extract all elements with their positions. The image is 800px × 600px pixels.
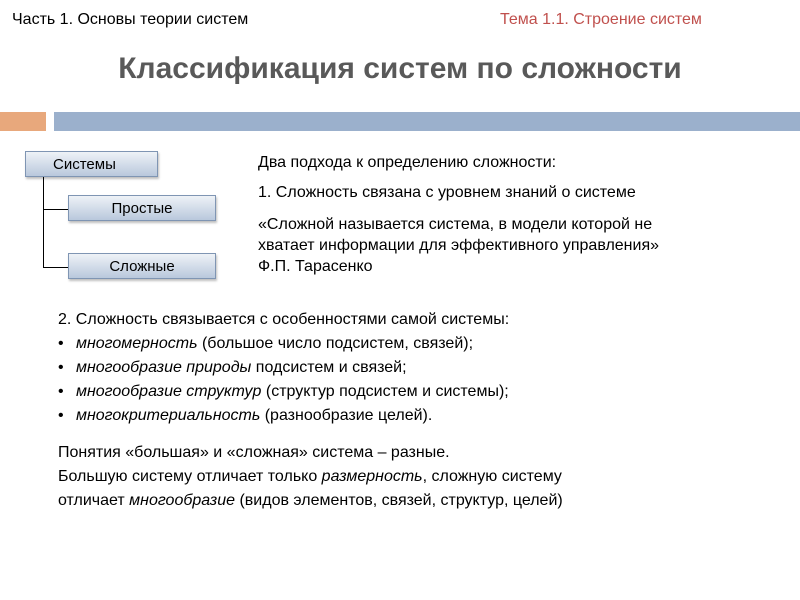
- topic-label: Тема 1.1. Строение систем: [500, 11, 702, 28]
- approach-first: 1. Сложность связана с уровнем знаний о системе: [258, 184, 636, 201]
- connector-vertical: [43, 177, 44, 267]
- section-label: Часть 1. Основы теории систем: [12, 11, 249, 28]
- connector-complex: [43, 267, 68, 268]
- accent-bar-blue: [54, 112, 800, 131]
- approach-second: [58, 308, 758, 428]
- approach-second-heading: 2. Сложность связывается с особенностями самой системы:: [58, 311, 510, 328]
- accent-bar-orange: [0, 112, 46, 131]
- approaches-intro: Два подхода к определению сложности:: [258, 154, 557, 171]
- conclusion: Понятия «большая» и «сложная» система – разные. Большую систему отличает только размерность, сложную систему отличает многообразие (видов элементов, связей, структур, целей): [58, 444, 563, 509]
- node-complex: Сложные: [68, 253, 216, 279]
- list-item: • многокритериальность (разнообразие целей).: [58, 407, 433, 424]
- list-item: • многомерность (большое число подсистем, связей);: [58, 335, 474, 352]
- tarasenko-quote: «Сложной называется система, в модели которой не хватает информации для эффективного управления» Ф.П. Тарасенко: [258, 216, 660, 275]
- list-item: • многообразие природы подсистем и связей;: [58, 359, 407, 376]
- node-simple: Простые: [68, 195, 216, 221]
- list-item: • многообразие структур (структур подсистем и системы);: [58, 383, 509, 400]
- node-systems: Системы: [25, 151, 158, 177]
- connector-simple: [43, 209, 68, 210]
- slide-title: Классификация систем по сложности: [118, 52, 682, 85]
